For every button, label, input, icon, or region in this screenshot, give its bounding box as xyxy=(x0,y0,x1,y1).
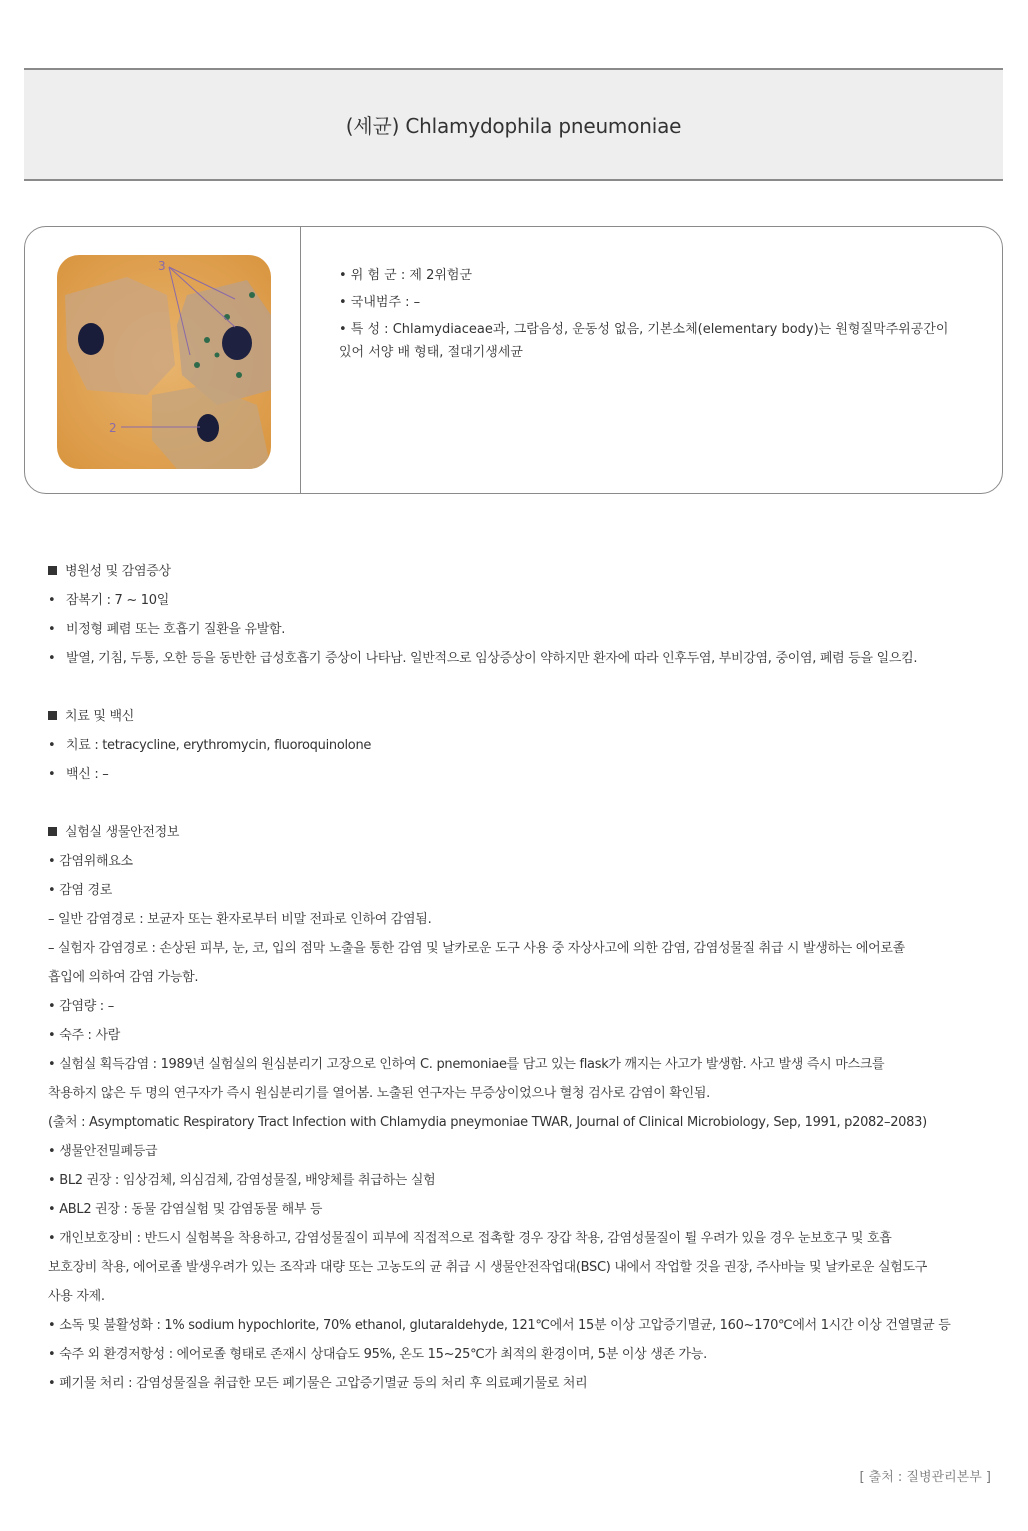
square-bullet-icon xyxy=(48,827,57,836)
list-item: 보호장비 착용, 에어로졸 발생우려가 있는 조작과 대량 또는 고농도의 균 취급 시 생물안전작업대(BSC) 내에서 작업할 것을 권장, 주사바늘 및 날카로운 실험도구 xyxy=(48,1260,927,1275)
list-item: 흡입에 의하여 감염 가능함. xyxy=(48,970,199,985)
list-item: • 잠복기 : 7 ~ 10일 xyxy=(48,593,169,608)
title-band xyxy=(24,68,1003,181)
info-characteristics: • 특 성 : Chlamydiaceae과, 그람음성, 운동성 없음, 기본소체(elementary body)는 원형질막주위공간이 xyxy=(339,322,949,337)
list-item: • 감염위해요소 xyxy=(48,854,133,869)
list-item: • 치료 : tetracycline, erythromycin, fluoroquinolone xyxy=(48,738,372,753)
list-item: • 생물안전밀폐등급 xyxy=(48,1144,158,1159)
section-heading-treatment: 치료 및 백신 xyxy=(48,707,998,736)
list-item: • ABL2 권장 : 동물 감염실험 및 감염동물 해부 등 xyxy=(48,1202,323,1217)
section-heading-biosafety: 실험실 생물안전정보 xyxy=(48,823,998,852)
list-item: • 숙주 : 사람 xyxy=(48,1028,120,1043)
info-domestic-category: • 국내범주 : – xyxy=(339,295,421,310)
info-characteristics-cont: 있어 서양 배 형태, 절대기생세균 xyxy=(339,345,523,360)
list-item: 착용하지 않은 두 명의 연구자가 즉시 원심분리기를 열어봄. 노출된 연구자는 무증상이었으나 혈청 검사로 감염이 확인됨. xyxy=(48,1086,710,1101)
list-item: • BL2 권장 : 임상검체, 의심검체, 감염성물질, 배양체를 취급하는 실험 xyxy=(48,1173,436,1188)
list-item: • 폐기물 처리 : 감염성물질을 취급한 모든 폐기물은 고압증기멸균 등의 처리 후 의료폐기물로 처리 xyxy=(48,1376,588,1391)
info-list xyxy=(339,269,979,373)
figure-label-2: 2 xyxy=(109,421,117,435)
list-item: • 백신 : – xyxy=(48,767,109,782)
page-title: (세균) Chlamydophila pneumoniae xyxy=(345,114,682,138)
content-body xyxy=(48,562,998,1403)
list-item: • 소독 및 불활성화 : 1% sodium hypochlorite, 70% ethanol, glutaraldehyde, 121℃에서 15분 이상 고압증기멸균, 160~170℃에서 1시간 이상 건열멸균 등 xyxy=(48,1318,951,1333)
list-item: – 실험자 감염경로 : 손상된 피부, 눈, 코, 입의 점막 노출을 통한 감염 및 날카로운 도구 사용 중 자상사고에 의한 감염, 감염성물질 취급 시 발생하는 에어로졸 xyxy=(48,941,905,956)
info-divider xyxy=(300,227,301,493)
micrograph-image xyxy=(57,255,271,469)
micrograph-svg xyxy=(57,255,271,469)
list-item: 사용 자제. xyxy=(48,1289,105,1304)
list-item: • 실험실 획득감염 : 1989년 실험실의 원심분리기 고장으로 인하여 C. pnemoniae를 담고 있는 flask가 깨지는 사고가 발생함. 사고 발생 즉시 마스크를 xyxy=(48,1057,885,1072)
figure-label-3: 3 xyxy=(158,259,166,273)
list-item: • 감염 경로 xyxy=(48,883,113,898)
source-note: [ 출처 : 질병관리본부 ] xyxy=(859,1470,991,1485)
square-bullet-icon xyxy=(48,711,57,720)
list-item: • 발열, 기침, 두통, 오한 등을 동반한 급성호흡기 증상이 나타남. 일반적으로 임상증상이 약하지만 환자에 따라 인후두염, 부비강염, 중이염, 폐렴 등을 일으킴. xyxy=(48,651,918,666)
info-box xyxy=(24,226,1003,494)
list-item: • 개인보호장비 : 반드시 실험복을 착용하고, 감염성물질이 피부에 직접적으로 접촉할 경우 장갑 착용, 감염성물질이 튈 우려가 있을 경우 눈보호구 및 호흡 xyxy=(48,1231,892,1246)
section-heading-pathogenicity: 병원성 및 감염증상 xyxy=(48,562,998,591)
list-item: • 비정형 폐렴 또는 호흡기 질환을 유발함. xyxy=(48,622,286,637)
info-risk-group: • 위 험 군 : 제 2위험군 xyxy=(339,268,473,283)
list-item: • 숙주 외 환경저항성 : 에어로졸 형태로 존재시 상대습도 95%, 온도 15~25℃가 최적의 환경이며, 5분 이상 생존 가능. xyxy=(48,1347,707,1362)
list-item: – 일반 감염경로 : 보균자 또는 환자로부터 비말 전파로 인하여 감염됨. xyxy=(48,912,432,927)
list-item: • 감염량 : – xyxy=(48,999,114,1014)
list-item: (출처 : Asymptomatic Respiratory Tract Infection with Chlamydia pneymoniae TWAR, Journal of Clinical Microbiology, Sep, 1991, p2082–2083) xyxy=(48,1115,927,1130)
square-bullet-icon xyxy=(48,566,57,575)
